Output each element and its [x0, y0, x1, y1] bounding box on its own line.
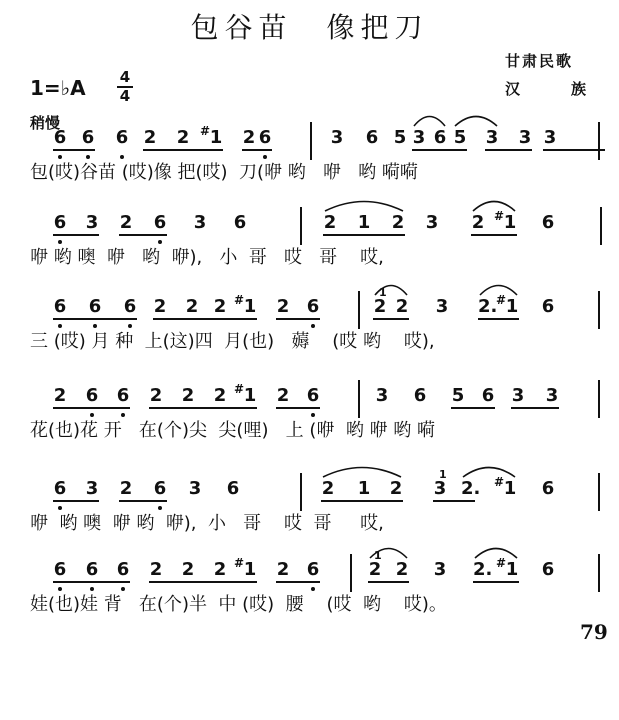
low-octave-dot: [311, 324, 315, 328]
lyrics-line: 娃(也)娃 背 在(个)半 中 (哎) 腰 (哎 哟 哎)。: [30, 594, 447, 615]
lyrics-line: 花(也)花 开 在(个)尖 尖(哩) 上 (咿 哟 咿 哟 嗬: [30, 420, 435, 441]
beam-underline: [149, 581, 257, 583]
beam-underline: [276, 318, 320, 320]
note: 2: [53, 385, 67, 406]
note: 2: [391, 212, 405, 233]
note: 2: [321, 478, 335, 499]
note: 1 #: [505, 560, 519, 580]
beam-underline: [149, 407, 257, 409]
low-octave-dot: [128, 324, 132, 328]
note: 6: [85, 385, 99, 406]
note: 2: [276, 559, 290, 580]
lyrics-line: 咿 哟 噢 咿 哟 咿), 小 哥 哎 哥 哎,: [30, 513, 384, 534]
key-signature: 1=♭A: [30, 76, 86, 100]
note: 6: [153, 478, 167, 499]
note: 2: [185, 296, 199, 317]
score-system: [0, 549, 619, 660]
note: 6: [115, 127, 129, 148]
bar-line: [350, 554, 352, 592]
bar-line: [300, 473, 302, 511]
note: 3: [375, 385, 389, 406]
low-octave-dot: [90, 587, 94, 591]
beam-underline: [119, 234, 167, 236]
note: 6: [123, 296, 137, 317]
note: 6: [88, 296, 102, 317]
note: 6: [116, 385, 130, 406]
bar-line: [598, 291, 600, 329]
note: 3: [85, 478, 99, 499]
low-octave-dot: [311, 413, 315, 417]
sharp-sign: #: [200, 124, 211, 138]
low-octave-dot: [158, 240, 162, 244]
note: 6: [413, 385, 427, 406]
beam-underline: [543, 149, 605, 151]
beam-underline: [471, 234, 517, 236]
bar-line: [358, 291, 360, 329]
note: 3: [193, 212, 207, 233]
note: 3: [543, 127, 557, 148]
note: 1 #: [505, 297, 519, 317]
note: 6: [226, 478, 240, 499]
score-system: [0, 286, 619, 397]
note: 2: [143, 127, 157, 148]
grace-note: 1: [439, 468, 447, 481]
note: 6: [258, 127, 272, 148]
beam-underline: [242, 149, 272, 151]
beam-underline: [323, 234, 405, 236]
sharp-sign: #: [496, 556, 507, 570]
note: 2: [181, 559, 195, 580]
note: 6: [53, 559, 67, 580]
note: 2: [276, 385, 290, 406]
note: 1 #: [243, 297, 257, 317]
note: 3: [425, 212, 439, 233]
bar-line: [600, 207, 602, 245]
note: 2: [153, 296, 167, 317]
note: 2: [213, 559, 227, 580]
note: 3: [545, 385, 559, 406]
bar-line: [598, 554, 600, 592]
beam-underline: [276, 581, 320, 583]
beam-underline: [478, 318, 519, 320]
beam-underline: [433, 500, 475, 502]
sharp-sign: #: [496, 293, 507, 307]
song-title: 包谷苗 像把刀: [190, 11, 429, 44]
note: 1 #: [503, 479, 517, 499]
note: 1: [357, 478, 371, 499]
note: 2: [213, 296, 227, 317]
low-octave-dot: [263, 155, 267, 159]
note: 2: [181, 385, 195, 406]
slur: [454, 113, 498, 127]
slur: [472, 198, 516, 212]
low-octave-dot: [311, 587, 315, 591]
note: 2: [176, 127, 190, 148]
note: 6: [541, 559, 555, 580]
beam-underline: [451, 407, 495, 409]
note: 6: [433, 127, 447, 148]
beam-underline: [485, 149, 532, 151]
low-octave-dot: [58, 506, 62, 510]
bar-line: [310, 122, 312, 160]
note: 1 #: [209, 128, 223, 148]
note: 2 1: [373, 297, 387, 317]
note: 2: [323, 212, 337, 233]
note: 6: [81, 127, 95, 148]
low-octave-dot: [86, 155, 90, 159]
note: 6: [541, 478, 555, 499]
note: 1: [357, 212, 371, 233]
beam-underline: [412, 149, 467, 151]
note: 1 #: [503, 213, 517, 233]
sharp-sign: #: [234, 293, 245, 307]
note: 3: [330, 127, 344, 148]
beam-underline: [511, 407, 559, 409]
slur: [474, 545, 518, 559]
slur: [413, 113, 446, 127]
note: 6: [53, 296, 67, 317]
beam-underline: [53, 234, 99, 236]
sharp-sign: #: [494, 475, 505, 489]
grace-note: 1: [374, 549, 382, 562]
low-octave-dot: [90, 413, 94, 417]
note: 6: [53, 127, 67, 148]
note: 2.: [461, 478, 481, 499]
note: 2 1: [368, 560, 382, 580]
slur: [479, 282, 518, 296]
note: 6: [116, 559, 130, 580]
tempo-marking: 稍慢: [30, 114, 61, 132]
low-octave-dot: [93, 324, 97, 328]
beam-underline: [53, 407, 130, 409]
beam-underline: [473, 581, 519, 583]
song-origin: 甘肃民歌: [505, 52, 574, 70]
note: 3: [85, 212, 99, 233]
note: 3: [518, 127, 532, 148]
low-octave-dot: [58, 155, 62, 159]
note: 3: [435, 296, 449, 317]
note: 2: [471, 212, 485, 233]
bar-line: [358, 380, 360, 418]
note: 1 #: [243, 560, 257, 580]
note: 3 1: [433, 479, 447, 499]
bar-line: [300, 207, 302, 245]
low-octave-dot: [158, 506, 162, 510]
note: 6: [306, 385, 320, 406]
grace-note: 1: [379, 286, 387, 299]
note: 2.: [478, 296, 498, 317]
note: 5: [451, 385, 465, 406]
low-octave-dot: [58, 324, 62, 328]
note: 6: [153, 212, 167, 233]
beam-underline: [119, 500, 167, 502]
note: 2: [213, 385, 227, 406]
note: 5: [453, 127, 467, 148]
note: 5: [393, 127, 407, 148]
note: 6: [541, 212, 555, 233]
note: 3: [433, 559, 447, 580]
note: 2: [149, 385, 163, 406]
beam-underline: [368, 581, 409, 583]
note: 6: [306, 296, 320, 317]
beam-underline: [53, 581, 130, 583]
note: 6: [53, 478, 67, 499]
time-signature-top: 4: [119, 68, 131, 86]
note: 6: [85, 559, 99, 580]
note: 6: [306, 559, 320, 580]
bar-line: [598, 380, 600, 418]
slur: [374, 282, 408, 296]
note: 2: [119, 212, 133, 233]
beam-underline: [153, 318, 257, 320]
note: 6: [53, 212, 67, 233]
slur: [369, 545, 408, 559]
low-octave-dot: [120, 155, 124, 159]
note: 2: [119, 478, 133, 499]
note: 6: [365, 127, 379, 148]
time-signature-bottom: 4: [119, 87, 131, 105]
beam-underline: [143, 149, 223, 151]
note: 3: [485, 127, 499, 148]
note: 2: [149, 559, 163, 580]
note: 6: [233, 212, 247, 233]
slur: [324, 198, 404, 212]
lyrics-line: 三 (哎) 月 种 上(这)四 月(也) 薅 (哎 哟 哎),: [30, 331, 435, 352]
low-octave-dot: [121, 413, 125, 417]
sharp-sign: #: [234, 382, 245, 396]
beam-underline: [276, 407, 320, 409]
beam-underline: [53, 149, 95, 151]
beam-underline: [321, 500, 403, 502]
beam-underline: [373, 318, 409, 320]
time-signature: [117, 70, 133, 104]
sharp-sign: #: [234, 556, 245, 570]
lyrics-line: 包(哎)谷苗 (哎)像 把(哎) 刀(咿 哟 咿 哟 嗬嗬: [30, 162, 418, 183]
bar-line: [598, 473, 600, 511]
note: 2: [395, 296, 409, 317]
low-octave-dot: [121, 587, 125, 591]
ethnicity: 汉 族: [505, 80, 605, 98]
score-system: [0, 382, 619, 486]
sharp-sign: #: [494, 209, 505, 223]
note: 3: [188, 478, 202, 499]
lyrics-line: 咿 哟 噢 咿 哟 咿), 小 哥 哎 哥 哎,: [30, 247, 384, 268]
note: 3: [412, 127, 426, 148]
note: 3: [511, 385, 525, 406]
low-octave-dot: [58, 240, 62, 244]
note: 2.: [473, 559, 493, 580]
bar-line: [598, 122, 600, 160]
note: 2: [276, 296, 290, 317]
note: 1 #: [243, 386, 257, 406]
note: 6: [541, 296, 555, 317]
slur: [462, 464, 516, 478]
note: 2: [389, 478, 403, 499]
beam-underline: [53, 500, 99, 502]
beam-underline: [53, 318, 137, 320]
note: 2: [395, 559, 409, 580]
note: 2: [242, 127, 256, 148]
page-number: 79: [580, 620, 608, 644]
low-octave-dot: [58, 587, 62, 591]
slur: [322, 464, 402, 478]
note: 6: [481, 385, 495, 406]
